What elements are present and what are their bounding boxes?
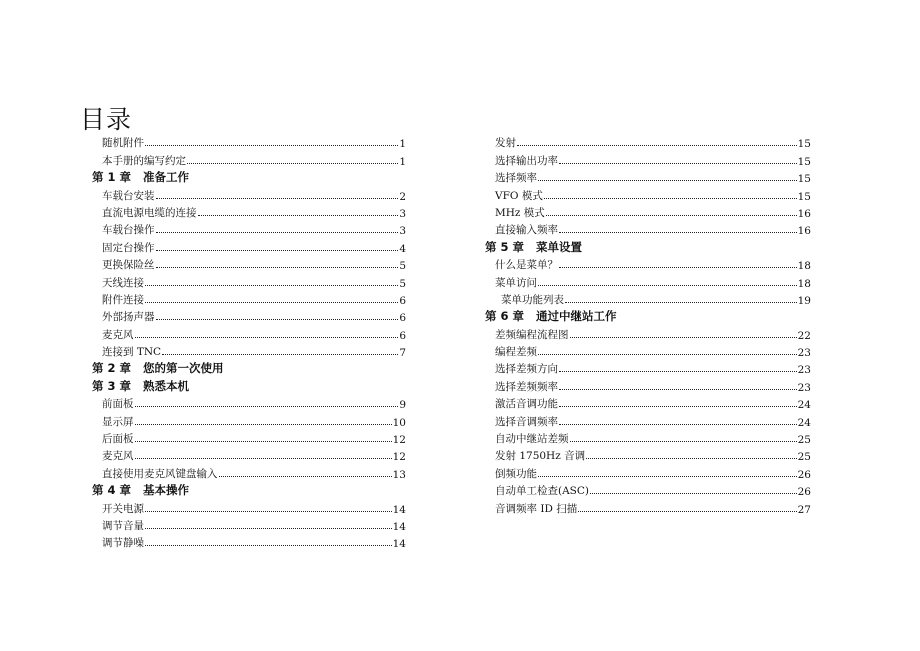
toc-left-column: [90, 133, 406, 550]
toc-entry[interactable]: [90, 446, 406, 463]
toc-entry[interactable]: [483, 498, 811, 515]
toc-entry[interactable]: [90, 498, 406, 515]
toc-entry-label: 选择差频方向: [495, 363, 558, 376]
dot-leader: [559, 406, 797, 407]
chapter-number: 第 2 章: [92, 361, 132, 376]
toc-entry-label: 连接到 TNC: [102, 346, 162, 359]
dot-leader: [538, 180, 797, 181]
toc-entry[interactable]: [483, 133, 811, 150]
toc-page-number: 3: [399, 225, 406, 238]
toc-entry-label: 倒频功能: [495, 467, 537, 480]
toc-entry[interactable]: [90, 237, 406, 254]
toc-page-number: 4: [399, 242, 406, 255]
toc-entry-label: 自动中继站差频: [495, 433, 569, 446]
dot-leader: [145, 302, 398, 303]
toc-page-number: 25: [797, 434, 811, 447]
toc-entry[interactable]: [90, 516, 406, 533]
dot-leader: [145, 528, 392, 529]
dot-leader: [156, 198, 399, 199]
toc-entry-label: 前面板: [102, 398, 134, 411]
toc-entry[interactable]: [483, 185, 811, 202]
toc-entry[interactable]: [483, 290, 811, 307]
toc-page-number: 25: [797, 451, 811, 464]
toc-entry-label: 直接输入频率: [495, 224, 558, 237]
toc-entry-label: VFO 模式: [495, 189, 543, 202]
toc-page-number: 27: [797, 503, 811, 516]
toc-entry[interactable]: [90, 342, 406, 359]
toc-entry-label: 什么是菜单？: [495, 259, 558, 272]
toc-page-number: 5: [399, 260, 406, 273]
chapter-title: 基本操作: [143, 483, 190, 498]
toc-entry[interactable]: [90, 394, 406, 411]
toc-page-number: 15: [797, 138, 811, 151]
toc-entry-label: 自动单工检查(ASC): [495, 485, 590, 498]
toc-right-column: [483, 133, 811, 516]
toc-entry[interactable]: [483, 394, 811, 411]
dot-leader: [145, 545, 392, 546]
toc-page-number: 24: [797, 416, 811, 429]
chapter-title: 准备工作: [143, 170, 190, 185]
toc-entry[interactable]: [90, 290, 406, 307]
toc-entry[interactable]: [90, 185, 406, 202]
toc-entry-label: 显示屏: [102, 415, 134, 428]
toc-page-number: 6: [399, 312, 406, 325]
toc-entry[interactable]: [483, 411, 811, 428]
toc-page-number: 15: [797, 190, 811, 203]
toc-page-number: 24: [797, 399, 811, 412]
toc-entry[interactable]: [483, 429, 811, 446]
toc-entry-label: 麦克风: [102, 328, 134, 341]
toc-entry-label: 选择差频频率: [495, 380, 558, 393]
dot-leader: [219, 476, 392, 477]
toc-page-number: 23: [797, 381, 811, 394]
dot-leader: [544, 198, 797, 199]
toc-entry[interactable]: [90, 324, 406, 341]
toc-entry[interactable]: [90, 255, 406, 272]
toc-page-number: 13: [392, 468, 406, 481]
toc-page-number: 16: [797, 225, 811, 238]
toc-entry-label: 激活音调功能: [495, 398, 558, 411]
dot-leader: [538, 354, 797, 355]
toc-entry-label: 外部扬声器: [102, 311, 155, 324]
dot-leader: [135, 458, 392, 459]
dot-leader: [559, 163, 797, 164]
dot-leader: [156, 250, 399, 251]
dot-leader: [570, 441, 797, 442]
toc-page-number: 2: [399, 190, 406, 203]
chapter-number: 第 4 章: [92, 483, 132, 498]
toc-page-number: 9: [399, 399, 406, 412]
dot-leader: [538, 285, 797, 286]
toc-page-number: 7: [399, 347, 406, 360]
toc-page-number: 14: [392, 538, 406, 551]
toc-entry[interactable]: [90, 150, 406, 167]
toc-entry[interactable]: [90, 307, 406, 324]
dot-leader: [546, 215, 797, 216]
toc-entry-label: 麦克风: [102, 450, 134, 463]
toc-page-number: 12: [392, 434, 406, 447]
toc-entry[interactable]: [483, 150, 811, 167]
toc-entry-label: 附件连接: [102, 293, 144, 306]
toc-entry-label: 随机附件: [102, 137, 144, 150]
toc-entry[interactable]: [90, 133, 406, 150]
chapter-number: 第 6 章: [485, 309, 525, 324]
dot-leader: [156, 319, 399, 320]
chapter-title: 菜单设置: [536, 239, 583, 254]
toc-page-number: 1: [399, 155, 406, 168]
toc-entry-label: 车载台操作: [102, 224, 155, 237]
chapter-title: 通过中继站工作: [536, 309, 617, 324]
toc-page-number: 3: [399, 207, 406, 220]
dot-leader: [156, 232, 399, 233]
toc-entry-label: 编程差频: [495, 346, 537, 359]
chapter-number: 第 5 章: [485, 239, 525, 254]
dot-leader: [135, 441, 392, 442]
dot-leader: [559, 267, 797, 268]
toc-entry[interactable]: [483, 376, 811, 393]
toc-entry-label: 直接使用麦克风键盘输入: [102, 467, 218, 480]
toc-entry[interactable]: [483, 203, 811, 220]
toc-page-number: 6: [399, 294, 406, 307]
dot-leader: [565, 302, 797, 303]
toc-page-number: 18: [797, 260, 811, 273]
toc-page-number: 26: [797, 468, 811, 481]
page-title: 目录: [80, 105, 133, 134]
toc-entry-label: 菜单功能列表: [501, 293, 564, 306]
chapter-heading[interactable]: [90, 359, 406, 376]
chapter-heading[interactable]: [90, 481, 406, 498]
dot-leader: [570, 337, 797, 338]
toc-entry[interactable]: [483, 481, 811, 498]
dot-leader: [145, 511, 392, 512]
dot-leader: [559, 424, 797, 425]
toc-entry[interactable]: [483, 359, 811, 376]
chapter-heading[interactable]: [483, 307, 811, 324]
dot-leader: [156, 267, 399, 268]
toc-entry[interactable]: [90, 272, 406, 289]
dot-leader: [145, 145, 398, 146]
dot-leader: [538, 476, 797, 477]
toc-page-number: 14: [392, 503, 406, 516]
toc-entry-label: 调节静噪: [102, 537, 144, 550]
toc-entry[interactable]: [90, 203, 406, 220]
toc-page-number: 1: [399, 138, 406, 151]
toc-page-number: 6: [399, 329, 406, 342]
toc-entry[interactable]: [483, 168, 811, 185]
dot-leader: [162, 354, 398, 355]
dot-leader: [590, 493, 797, 494]
toc-entry[interactable]: [90, 429, 406, 446]
toc-entry-label: 开关电源: [102, 502, 144, 515]
toc-entry[interactable]: [483, 324, 811, 341]
toc-page-number: 19: [797, 294, 811, 307]
toc-page-number: 16: [797, 207, 811, 220]
toc-entry[interactable]: [90, 533, 406, 550]
toc-entry-label: 选择频率: [495, 172, 537, 185]
dot-leader: [135, 406, 399, 407]
chapter-number: 第 1 章: [92, 170, 132, 185]
toc-entry-label: 车载台安装: [102, 189, 155, 202]
dot-leader: [198, 215, 399, 216]
toc-entry[interactable]: [483, 342, 811, 359]
toc-page-number: 14: [392, 520, 406, 533]
dot-leader: [135, 424, 392, 425]
toc-page-number: 10: [392, 416, 406, 429]
toc-page-number: 23: [797, 364, 811, 377]
toc-page-number: 22: [797, 329, 811, 342]
toc-entry-label: 菜单访问: [495, 276, 537, 289]
chapter-heading[interactable]: [90, 376, 406, 393]
dot-leader: [559, 232, 797, 233]
toc-entry[interactable]: [483, 272, 811, 289]
chapter-heading[interactable]: [483, 237, 811, 254]
dot-leader: [559, 371, 797, 372]
toc-entry[interactable]: [483, 220, 811, 237]
dot-leader: [559, 389, 797, 390]
dot-leader: [145, 285, 398, 286]
toc-entry-label: 直流电源电缆的连接: [102, 206, 197, 219]
toc-entry-label: 选择输出功率: [495, 154, 558, 167]
dot-leader: [187, 163, 398, 164]
dot-leader: [586, 458, 797, 459]
toc-entry-label: MHz 模式: [495, 206, 545, 219]
toc-entry[interactable]: [483, 255, 811, 272]
toc-page-number: 15: [797, 155, 811, 168]
chapter-title: 熟悉本机: [143, 378, 190, 393]
dot-leader: [517, 145, 797, 146]
toc-entry-label: 差频编程流程图: [495, 328, 569, 341]
toc-entry[interactable]: [90, 220, 406, 237]
toc-entry-label: 音调频率 ID 扫描: [495, 502, 578, 515]
toc-entry-label: 发射 1750Hz 音调: [495, 450, 586, 463]
toc-entry[interactable]: [483, 463, 811, 480]
toc-entry[interactable]: [90, 411, 406, 428]
chapter-title: 您的第一次使用: [143, 361, 224, 376]
toc-entry-label: 本手册的编写约定: [102, 154, 186, 167]
toc-entry[interactable]: [483, 446, 811, 463]
toc-page-number: 18: [797, 277, 811, 290]
toc-entry-label: 选择音调频率: [495, 415, 558, 428]
toc-entry-label: 后面板: [102, 433, 134, 446]
toc-entry-label: 更换保险丝: [102, 259, 155, 272]
toc-entry[interactable]: [90, 463, 406, 480]
chapter-heading[interactable]: [90, 168, 406, 185]
toc-page-number: 23: [797, 347, 811, 360]
dot-leader: [578, 511, 796, 512]
toc-page-number: 15: [797, 173, 811, 186]
toc-page-number: 5: [399, 277, 406, 290]
toc-page-number: 12: [392, 451, 406, 464]
toc-entry-label: 调节音量: [102, 519, 144, 532]
toc-entry-label: 固定台操作: [102, 241, 155, 254]
toc-page-number: 26: [797, 486, 811, 499]
dot-leader: [135, 337, 399, 338]
chapter-number: 第 3 章: [92, 378, 132, 393]
toc-entry-label: 发射: [495, 137, 516, 150]
toc-entry-label: 天线连接: [102, 276, 144, 289]
